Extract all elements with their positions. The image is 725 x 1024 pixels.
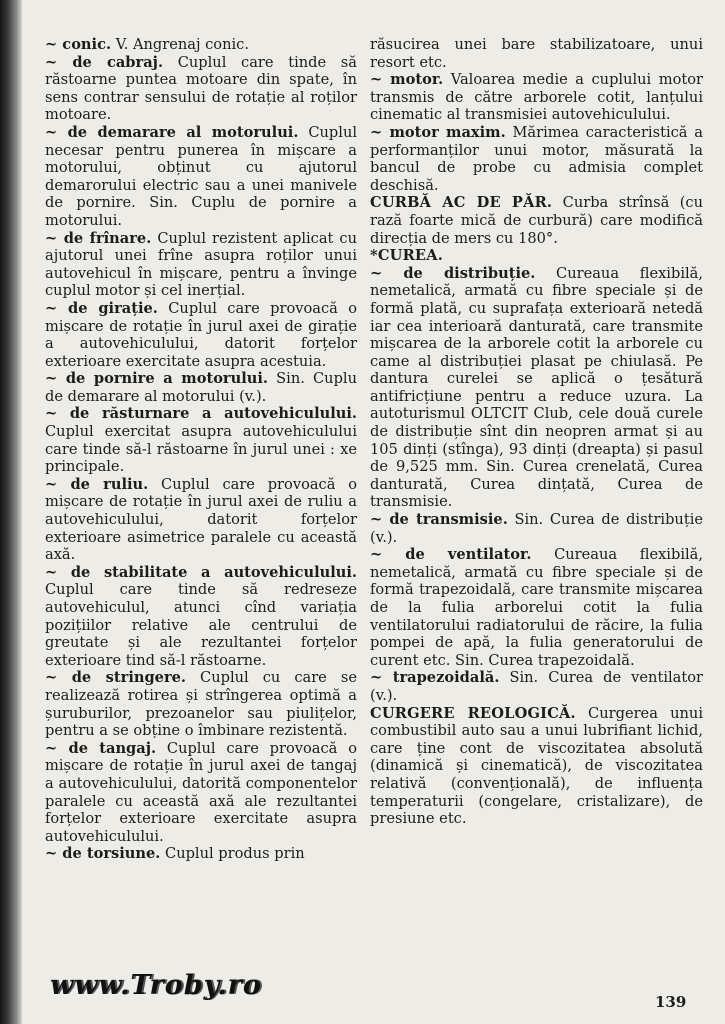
dictionary-entry <box>45 669 357 739</box>
entry-definition: Cuplul care provoacă o mișcare de rotație în jurul axei de tangaj a autovehiculului, datorită componentelor paralele cu această axă ale rezultantei forțelor exterioare exercitate asupra autovehiculului. <box>45 739 357 845</box>
entry-headword: ~ de stabilitate a autovehiculului. <box>45 563 357 581</box>
dictionary-entry-main <box>370 194 703 247</box>
entry-definition: V. Angrenaj conic. <box>111 36 249 53</box>
dictionary-entry <box>370 669 703 704</box>
entry-headword: ~ de distribuție. <box>370 264 536 282</box>
entry-definition: Cureaua flexibilă, nemetalică, armată cu fibre speciale și de formă plată, cu suprafața exterioară netedă iar cea interioară danturată, care transmite mișcarea de la arborele cotit la arborele cu came al distribuției plasat pe chiulasă. Pe dantura curelei se aplică o țesătură antifricțiune pentru a reduce uzura. La autoturismul OLTCIT Club, cele două curele de distribuție sînt din neopren armat și au 105 dinți (stînga), 93 dinți (dreapta) și pasul de 9,525 mm. Sin. Curea crenelată, Curea danturată, Curea dințată, Curea de transmisie. <box>370 264 703 511</box>
dictionary-entry <box>45 564 357 670</box>
entry-headword: ~ de torsiune. <box>45 845 161 863</box>
right-column <box>370 36 703 828</box>
entry-definition: Cuplul necesar pentru punerea în mișcare a motorului, obținut cu ajutorul demarorului electric sau a unei manivele de pornire. Sin. Cuplu de pornire a motorului. <box>45 123 358 229</box>
entry-definition: Curgerea unui combustibil auto sau a unui lubrifiant lichid, care ține cont de viscozitatea absolută (dinamică și cinematică), de viscozitatea relativă (convențională), de influența temperaturii (congelare, cristalizare), de presiune etc. <box>370 704 703 828</box>
entry-headword: ~ motor. <box>370 71 444 89</box>
entry-headword: ~ de pornire a motorului. <box>45 370 269 388</box>
entry-definition: Cuplul cu care se realizează rotirea și strîngerea optimă a șuruburilor, prezoanelor sau piulițelor, pentru a se obține o îmbinare rezistentă. <box>45 669 357 740</box>
entry-headword: ~ conic. <box>45 36 112 53</box>
dictionary-entry <box>370 511 703 546</box>
dictionary-entry <box>45 300 357 370</box>
dictionary-entry <box>45 230 357 300</box>
entry-definition: Cuplul care provoacă o mișcare de rotație în jurul axei de ruliu a autovehiculului, datorit forțelor exterioare asimetrice paralele cu această axă. <box>45 475 357 564</box>
entry-headword: ~ de ruliu. <box>45 475 149 493</box>
entry-definition: Curba strînsă (cu rază foarte mică de curbură) care modifică direcția de mers cu 180°. <box>370 194 703 247</box>
dictionary-entry-main <box>370 705 703 828</box>
dictionary-entry <box>45 124 357 230</box>
dictionary-entry <box>45 36 357 54</box>
left-column <box>45 36 357 863</box>
website-watermark: www.Troby.ro <box>50 970 262 1001</box>
entry-headword: ~ de demarare al motorului. <box>45 123 299 141</box>
entry-definition: Cureaua flexibilă, nemetalică, armată cu fibre speciale și de formă trapezoidală, care transmite mișcarea de la fulia arborelui cotit la fulia ventilatorului radiatorului de răcire, la fulia pompei de apă, la fulia generatorului de curent etc. Sin. Curea trapezoidală. <box>370 546 703 669</box>
dictionary-entry-continued <box>370 36 703 71</box>
dictionary-entry <box>45 370 357 405</box>
entry-definition: Cuplul care tinde să redreseze autovehiculul, atunci cînd variația pozițiilor relative ale centrului de greutate și ale rezultantei forțelor exterioare tind să-l răstoarne. <box>45 581 357 669</box>
dictionary-entry <box>370 546 703 669</box>
dictionary-entry <box>45 845 357 863</box>
entry-main-headword: *CUREA. <box>370 247 444 265</box>
dictionary-entry <box>370 71 703 124</box>
entry-definition: Valoarea medie a cuplului motor transmis de către arborele cotit, lanțului cinematic al transmisiei autovehiculului. <box>370 71 703 124</box>
entry-definition: Mărimea caracteristică a performanților unui motor, măsurată la bancul de probe cu admisia complet deschisă. <box>370 123 703 194</box>
entry-definition: Sin. Curea de ventilator (v.). <box>370 669 703 704</box>
entry-main-headword: CURGERE REOLOGICĂ. <box>370 704 576 722</box>
dictionary-entry <box>370 124 703 194</box>
book-spine-shadow <box>0 0 22 1024</box>
entry-headword: ~ de girație. <box>45 299 158 317</box>
entry-headword: ~ de cabraj. <box>45 53 164 71</box>
page-number: 139 <box>655 993 687 1011</box>
entry-main-headword: CURBĂ AC DE PĂR. <box>370 194 553 212</box>
entry-definition: Cuplul produs prin <box>160 845 305 863</box>
entry-definition: Cuplul exercitat asupra autovehiculului care tinde să-l răstoarne în jurul unei : xe principale. <box>45 423 357 476</box>
dictionary-entry <box>45 405 357 475</box>
entry-definition: Cuplul care provoacă o mișcare de rotație în jurul axei de girație a autovehiculului, datorit forțelor exterioare exercitate asupra acestuia. <box>45 299 357 370</box>
entry-definition: răsucirea unei bare stabilizatoare, unui resort etc. <box>370 36 703 71</box>
dictionary-entry <box>45 740 357 846</box>
entry-headword: ~ de frînare. <box>45 229 152 247</box>
entry-headword: ~ trapezoidală. <box>370 669 500 687</box>
dictionary-entry <box>370 265 703 511</box>
entry-definition: Cuplul rezistent aplicat cu ajutorul unei frîne asupra roților unui autovehicul în mișcare, pentru a învinge cuplul motor și cel inerțial. <box>45 229 358 300</box>
entry-definition: Sin. Cuplu de demarare al motorului (v.). <box>45 370 357 405</box>
dictionary-entry <box>45 54 357 124</box>
entry-definition: Sin. Curea de distribuție (v.). <box>370 511 703 546</box>
entry-definition: Cuplul care tinde să răstoarne puntea motoare din spate, în sens contrar sensului de rotație al roților motoare. <box>45 53 357 124</box>
entry-headword: ~ de stringere. <box>45 669 187 687</box>
entry-headword: ~ de transmisie. <box>370 511 508 529</box>
entry-headword: ~ de tangaj. <box>45 739 157 757</box>
dictionary-entry-main <box>370 247 703 265</box>
dictionary-entry <box>45 476 357 564</box>
entry-headword: ~ motor maxim. <box>370 123 506 141</box>
entry-headword: ~ de răsturnare a autovehiculului. <box>45 405 357 423</box>
entry-headword: ~ de ventilator. <box>370 546 532 564</box>
